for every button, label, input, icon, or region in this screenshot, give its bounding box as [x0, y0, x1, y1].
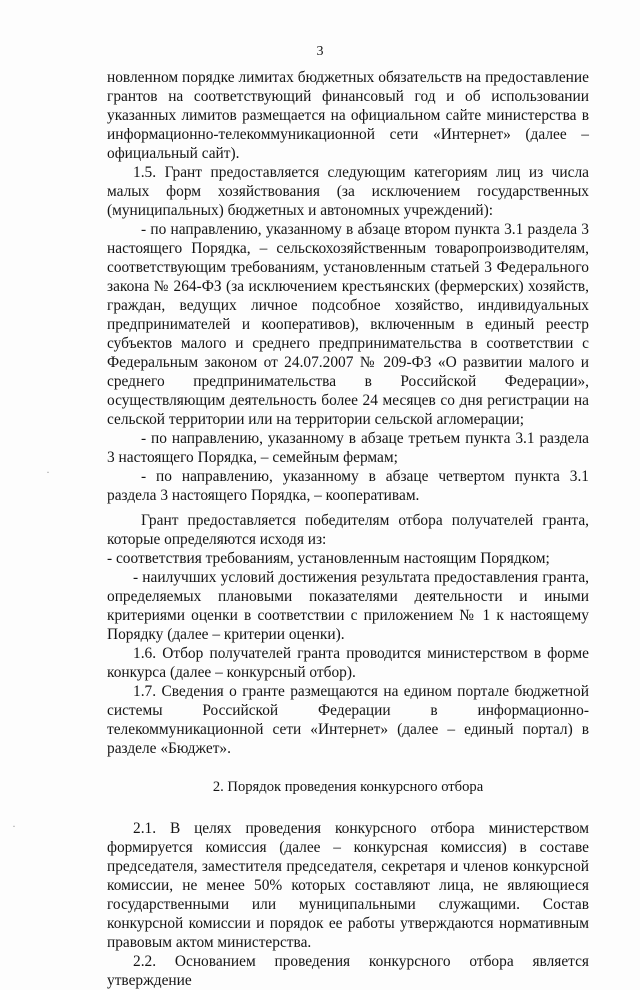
- page-number: 3: [316, 44, 324, 59]
- paragraph-1-7: 1.7. Сведения о гранте размещаются на едином портале бюджетной системы Российской Федерации в информационно-телекоммуникационной сети «Интернет» (далее – единый портал) в разделе «Бюджет».: [107, 683, 589, 757]
- paragraph-grant-limits: новленном порядке лимитах бюджетных обязательств на предоставление грантов на соответствующий финансовый год и об использовании указанных лимитов размещается на официальном сайте министерства в информационно-телекоммуникационной сети «Интернет» (далее – официальный сайт).: [107, 69, 589, 162]
- document-body: [107, 68, 589, 990]
- list-item-best-conditions: - наилучших условий достижения результата предоставления гранта, определяемых плановыми показателями деятельности и иными критериями оценки в соответствии с приложением № 1 к настоящему Порядку (далее – критерии оценки).: [107, 569, 589, 643]
- paragraph-1-6: 1.6. Отбор получателей гранта проводится министерством в форме конкурса (далее – конкурсный отбор).: [107, 645, 589, 681]
- paragraph-2-1: 2.1. В целях проведения конкурсного отбора министерством формируется комиссия (далее – конкурсная комиссия) в составе председателя, заместителя председателя, секретаря и членов конкурсной комиссии, не менее 50% которых составляют лица, не являющиеся государственными или муниципальными служащими. Состав конкурсной комиссии и порядок ее работы утверждаются нормативным правовым актом министерства.: [107, 820, 589, 951]
- list-item-direction-2: - по направлению, указанному в абзаце втором пункта 3.1 раздела 3 настоящего Порядка, – сельскохозяйственным товаропроизводителям, соответствующим требованиям, установленным статьей 3 Федерального закона № 264-ФЗ (за исключением крестьянских (фермерских) хозяйств, граждан, ведущих личное подсобное хозяйство, индивидуальных предпринимателей и кооперативов), включенным в единый реестр субъектов малого и среднего предпринимательства в соответствии с Федеральным законом от 24.07.2007 № 209-ФЗ «О развитии малого и среднего предпринимательства в Российской Федерации», осуществляющим деятельность более 24 месяцев со дня регистрации на сельской территории или на территории сельской агломерации;: [107, 221, 589, 428]
- scan-speck: ·: [46, 465, 50, 479]
- paragraph-winners: Грант предоставляется победителям отбора получателей гранта, которые определяются исходя из:: [107, 512, 589, 548]
- section-heading: 2. Порядок проведения конкурсного отбора: [212, 779, 484, 795]
- paragraph-2-2: 2.2. Основанием проведения конкурсного отбора является утверждение: [107, 953, 589, 989]
- paragraph-1-5: 1.5. Грант предоставляется следующим категориям лиц из числа малых форм хозяйствования (за исключением государственных (муниципальных) бюджетных и автономных учреждений):: [107, 164, 589, 219]
- list-item-requirements: - соответствия требованиям, установленным настоящим Порядком;: [107, 550, 550, 567]
- scan-speck: ·: [12, 819, 16, 833]
- list-item-direction-4: - по направлению, указанному в абзаце четвертом пункта 3.1 раздела 3 настоящего Порядка, – кооперативам.: [107, 468, 589, 504]
- list-item-direction-3: - по направлению, указанному в абзаце третьем пункта 3.1 раздела 3 настоящего Порядка, – семейным фермам;: [107, 430, 589, 466]
